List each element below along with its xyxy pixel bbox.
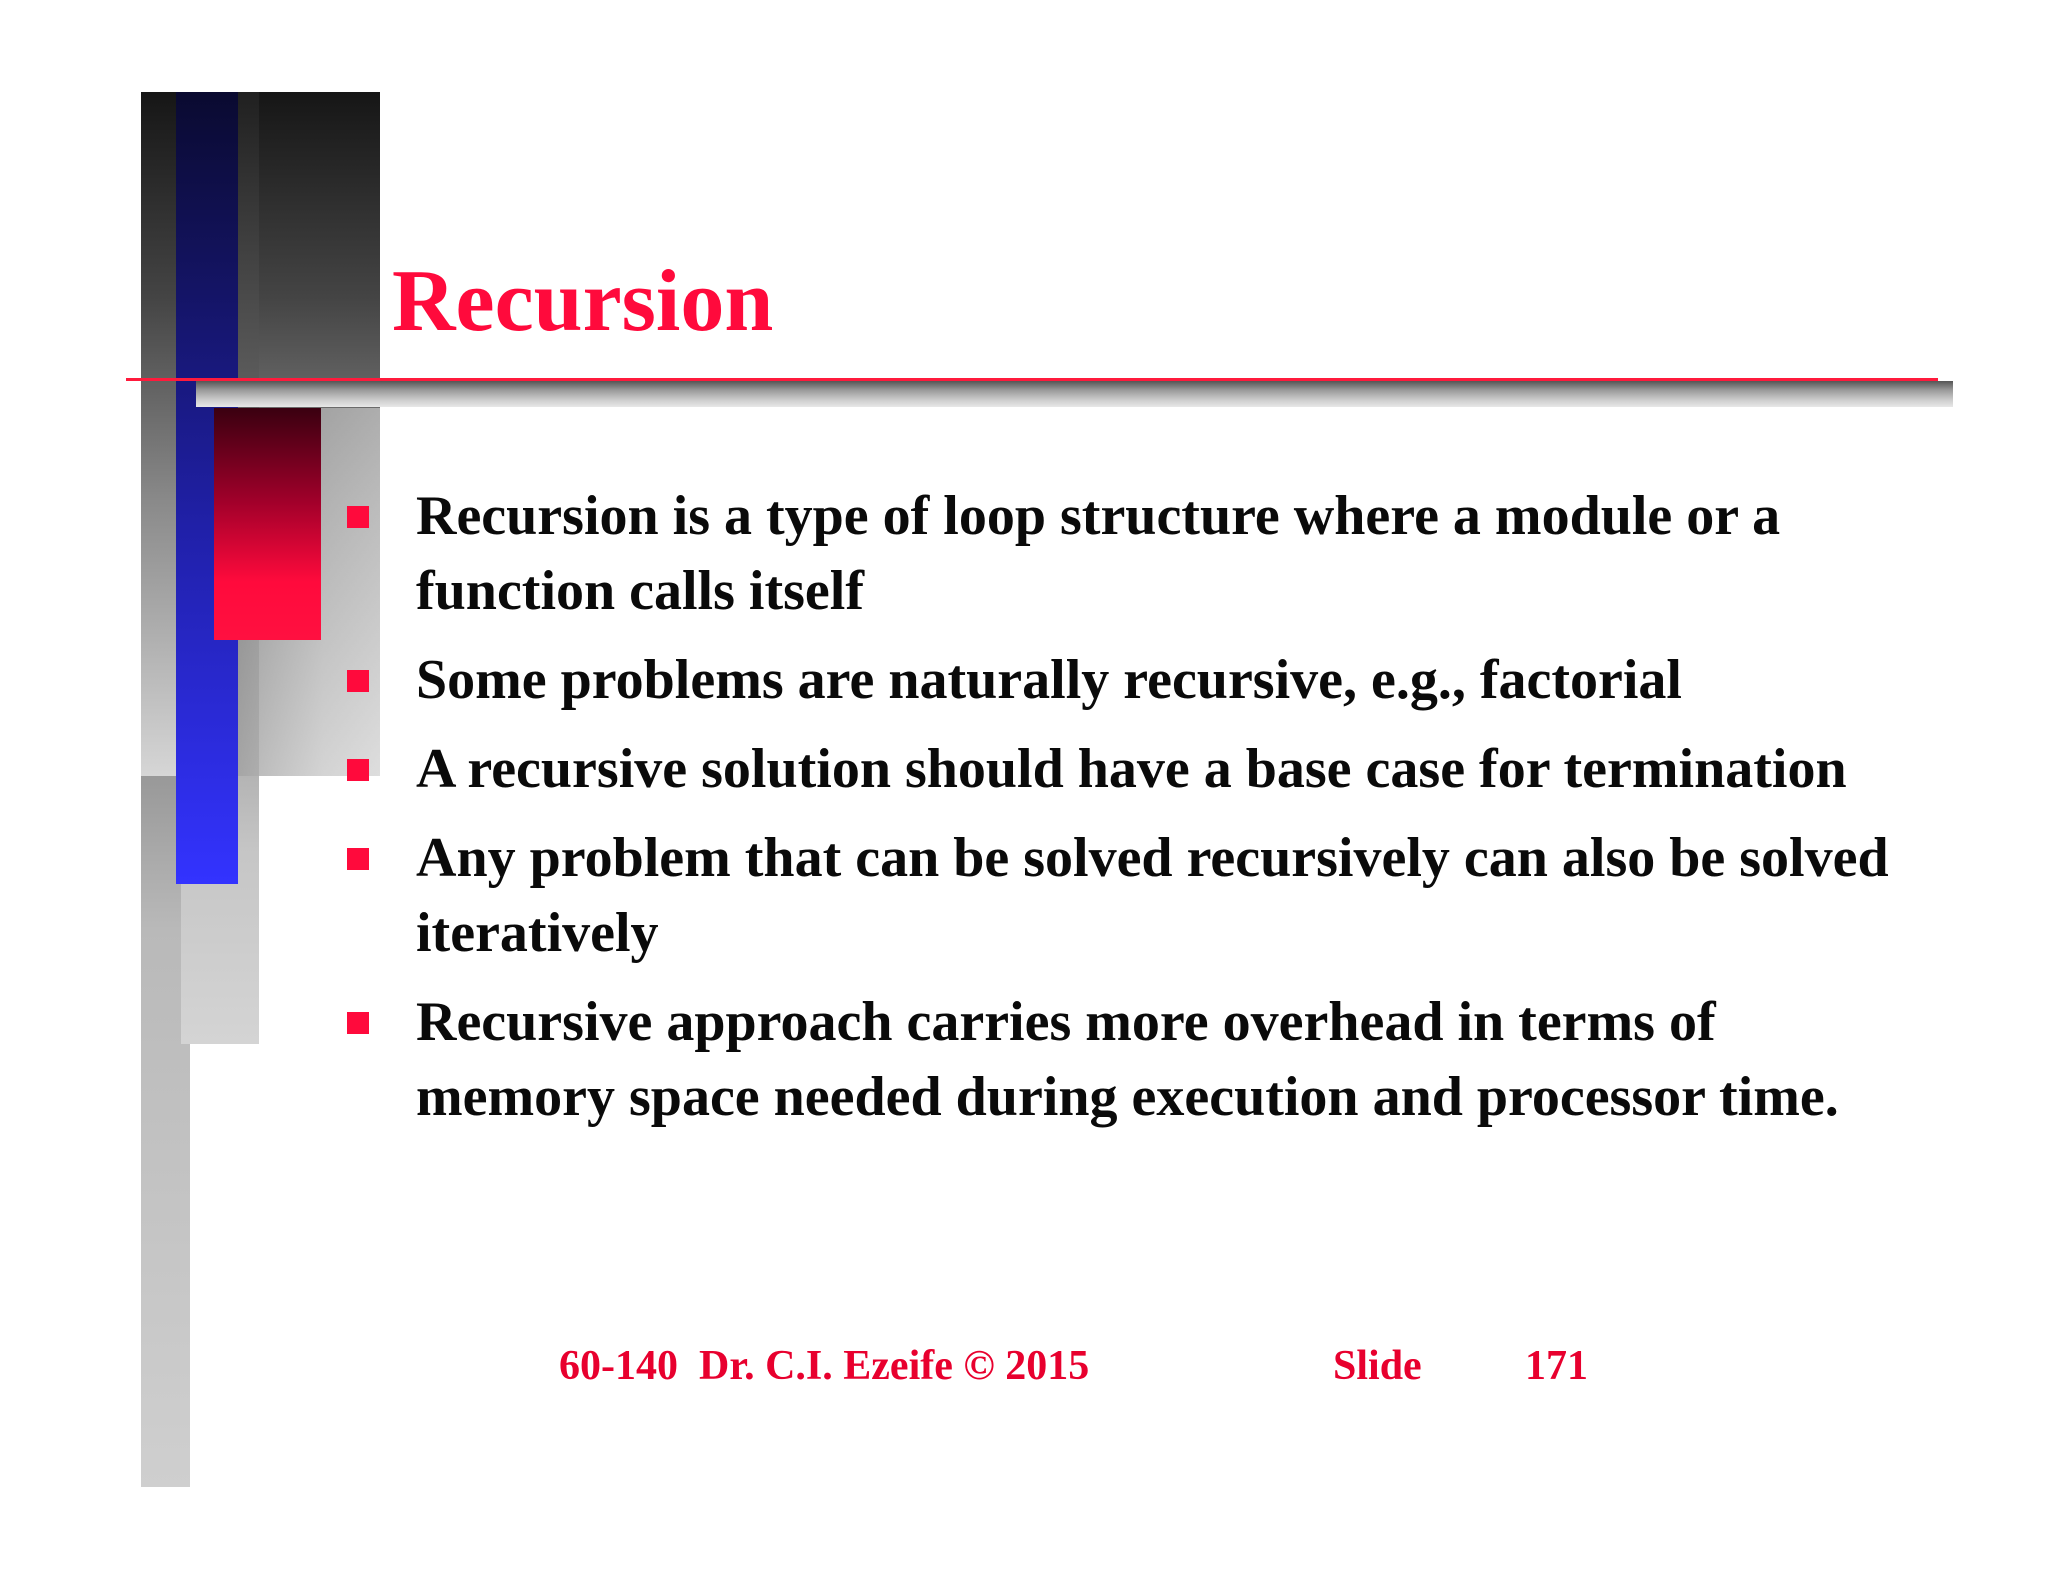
bullet-item xyxy=(344,821,1904,971)
bullet-text: Recursion is a type of loop structure where a module or a function calls itself xyxy=(416,485,1781,622)
bullet-text: A recursive solution should have a base case for termination xyxy=(416,738,1847,800)
bullet-item xyxy=(344,643,1904,718)
bullet-list xyxy=(344,479,1904,1149)
square-bullet-icon xyxy=(347,670,369,692)
title-rule-shadow xyxy=(196,381,1953,407)
bullet-text: Recursive approach carries more overhead in terms of memory space needed during execution and processor time. xyxy=(416,991,1839,1128)
bullet-item xyxy=(344,985,1904,1135)
square-bullet-icon xyxy=(347,506,369,528)
bullet-item xyxy=(344,479,1904,629)
square-bullet-icon xyxy=(347,1012,369,1034)
slide-title: Recursion xyxy=(392,253,774,350)
square-bullet-icon xyxy=(347,759,369,781)
square-bullet-icon xyxy=(347,848,369,870)
decorative-red-block xyxy=(214,408,321,640)
bullet-item xyxy=(344,732,1904,807)
bullet-text: Some problems are naturally recursive, e.g., factorial xyxy=(416,649,1682,711)
footer-slide-label: Slide xyxy=(1333,1343,1422,1389)
footer-slide-number: 171 xyxy=(1525,1343,1588,1389)
footer-credit: 60-140 Dr. C.I. Ezeife © 2015 xyxy=(559,1343,1090,1389)
title-rule xyxy=(126,378,1938,381)
bullet-text: Any problem that can be solved recursively can also be solved iteratively xyxy=(416,827,1889,964)
